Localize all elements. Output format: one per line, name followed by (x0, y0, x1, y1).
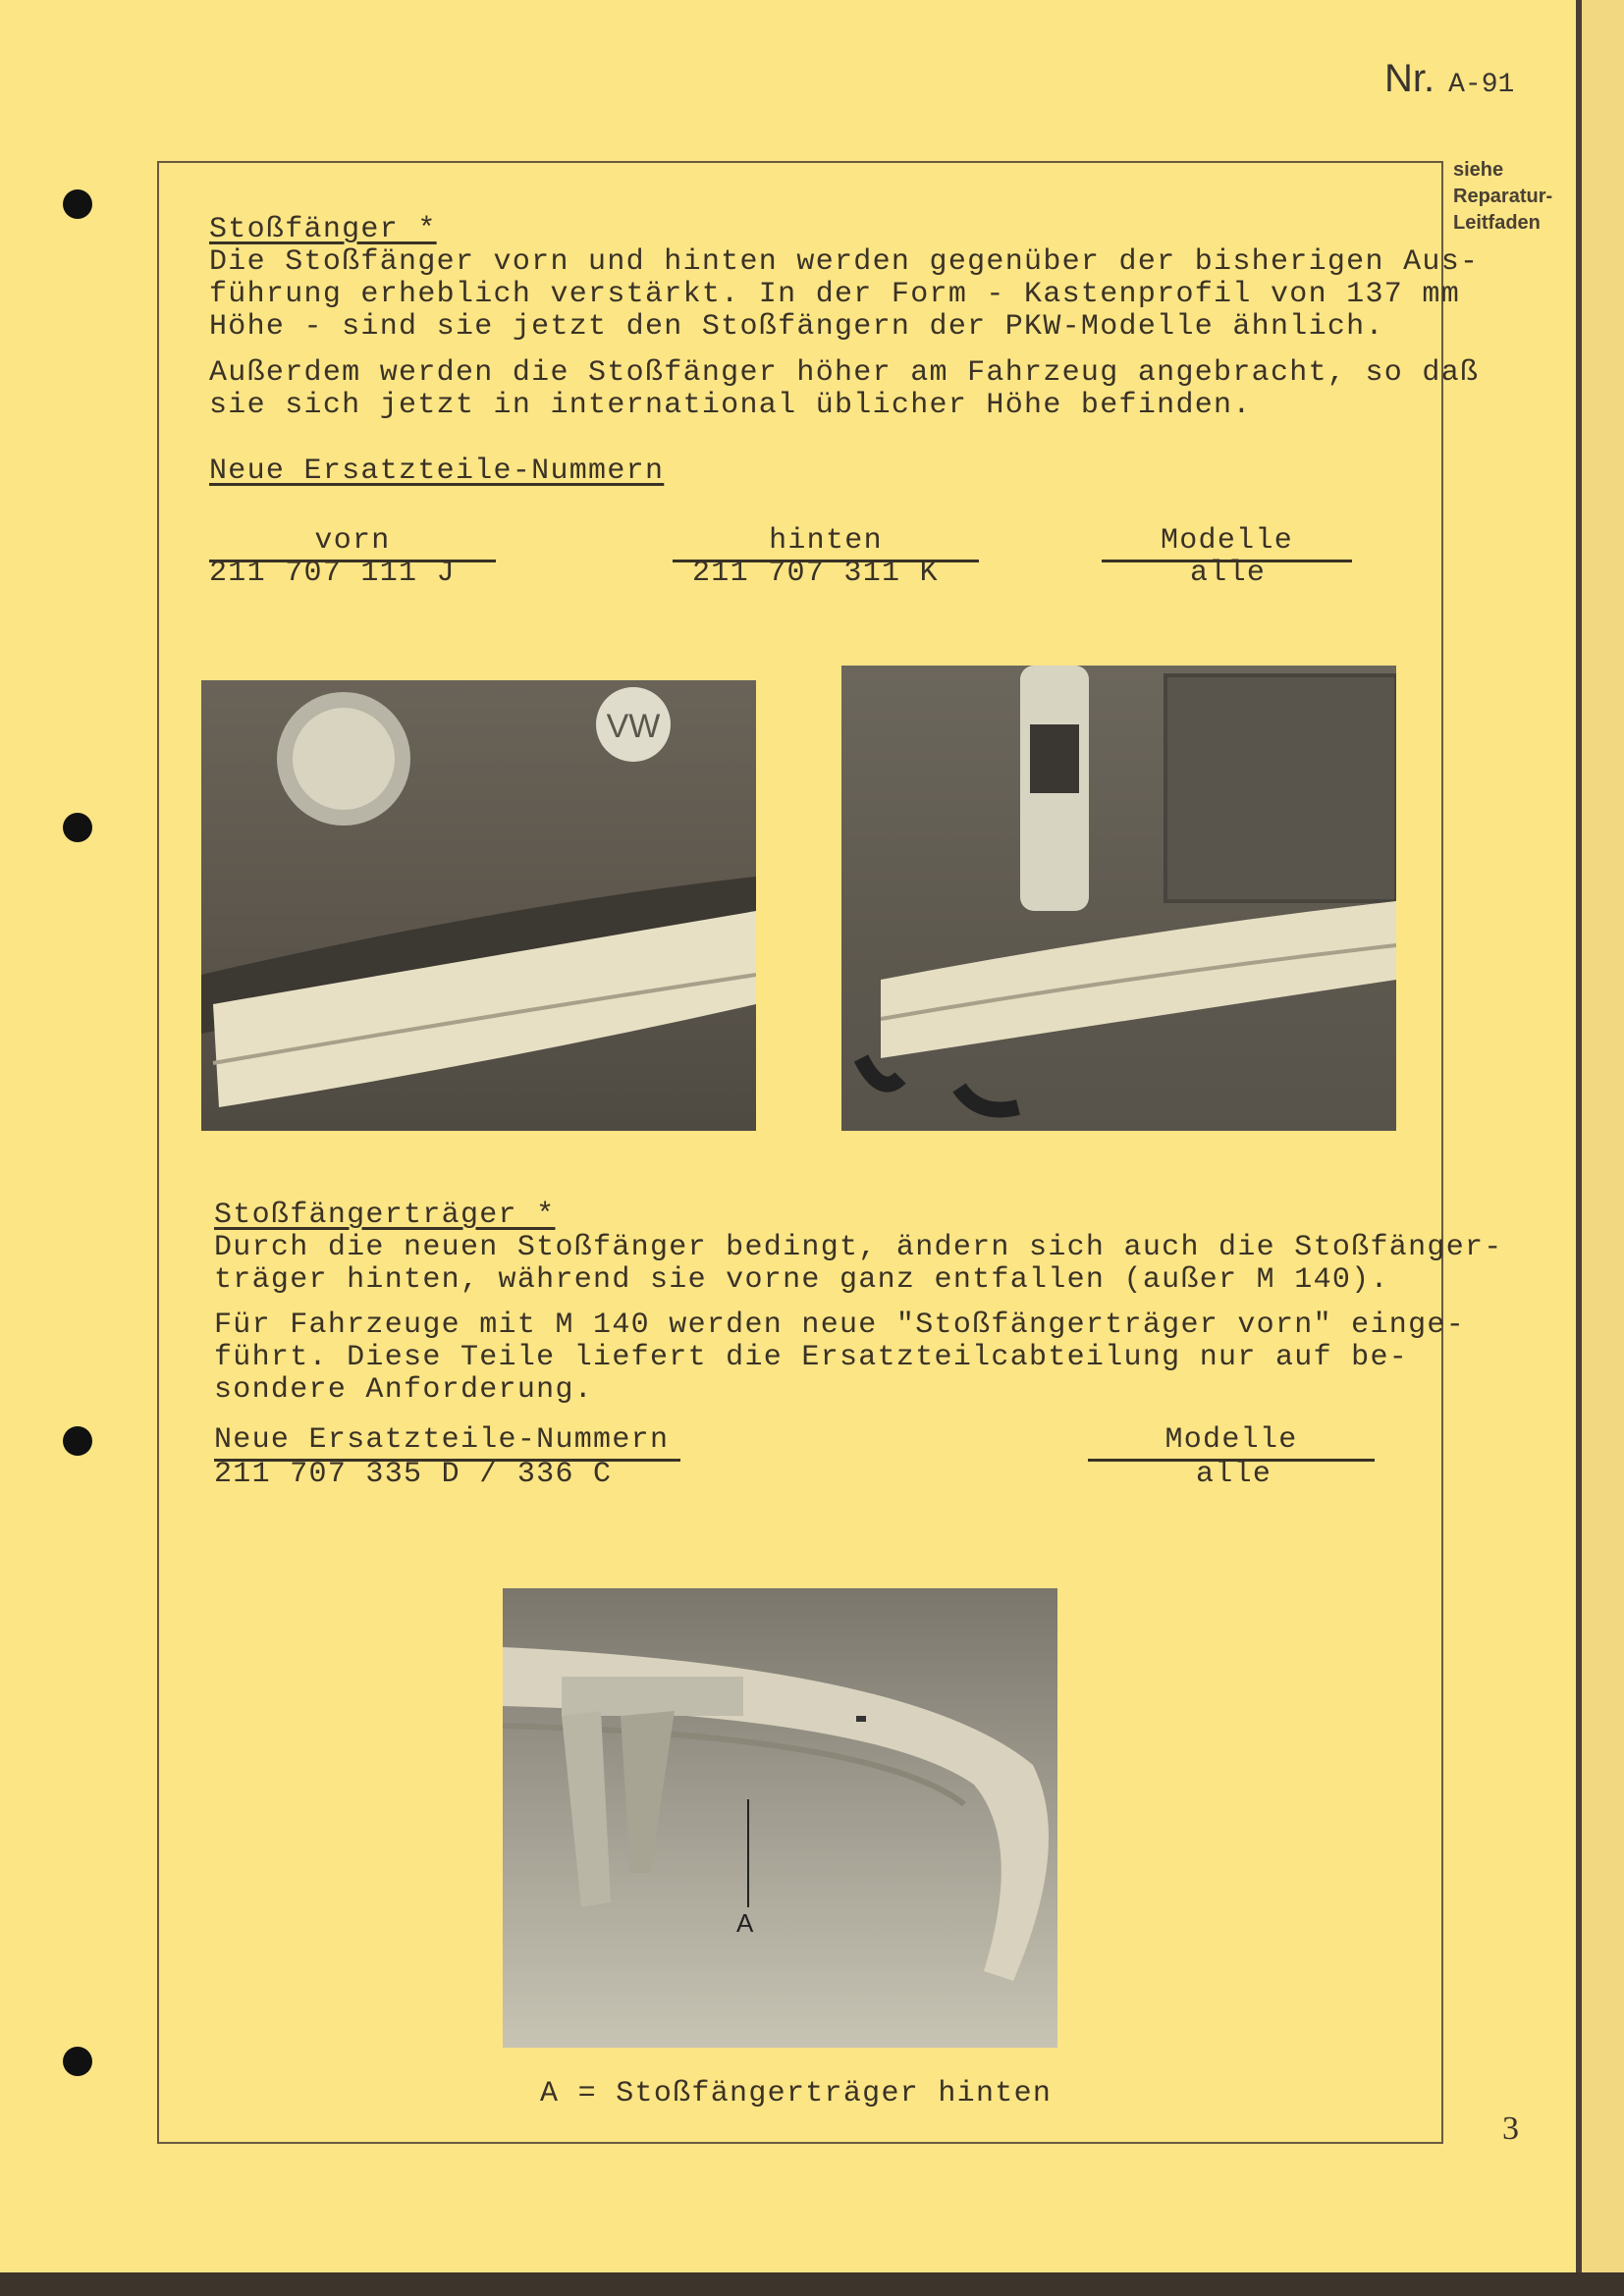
text-line: sie sich jetzt in international üblicher Höhe befinden. (209, 389, 1252, 422)
document-number (1384, 57, 1514, 101)
punch-hole (63, 813, 92, 842)
side-note (1453, 157, 1552, 237)
page-edge (1576, 0, 1624, 2296)
part-number-hinten: 211 707 311 K (692, 557, 939, 590)
parts-heading: Neue Ersatzteile-Nummern (209, 454, 665, 488)
photo-bumper-bracket (503, 1588, 1057, 2048)
punch-hole (63, 2047, 92, 2076)
parts-heading: Neue Ersatzteile-Nummern (214, 1423, 680, 1462)
text-line: führung erheblich verstärkt. In der Form - Kastenprofil von 137 mm (209, 278, 1460, 311)
text-line: sondere Anforderung. (214, 1373, 594, 1407)
figure-label: A (736, 1908, 754, 1938)
photo-front-bumper (201, 680, 756, 1131)
text-line: Außerdem werden die Stoßfänger höher am Fahrzeug angebracht, so daß (209, 356, 1480, 390)
punch-hole (63, 1426, 92, 1456)
figure-caption: A = Stoßfängerträger hinten (540, 2077, 1053, 2110)
text-line: träger hinten, während sie vorne ganz entfallen (außer M 140). (214, 1263, 1389, 1297)
side-note-line: Leitfaden (1453, 212, 1541, 234)
page-edge-bottom (0, 2272, 1624, 2296)
text-line: Durch die neuen Stoßfänger bedingt, ändern sich auch die Stoßfänger- (214, 1231, 1503, 1264)
models-value: alle (1196, 1458, 1272, 1491)
column-header-vorn: vorn (209, 524, 496, 562)
text-line: Für Fahrzeuge mit M 140 werden neue "Stoßfängerträger vorn" einge- (214, 1308, 1465, 1342)
section-title: Stoßfänger * (209, 213, 437, 246)
side-note-line: siehe (1453, 159, 1504, 181)
text-line: führt. Diese Teile liefert die Ersatzteilcabteilung nur auf be- (214, 1341, 1409, 1374)
side-note-line: Reparatur- (1453, 186, 1553, 207)
text-line: Höhe - sind sie jetzt den Stoßfängern der PKW-Modelle ähnlich. (209, 310, 1384, 344)
part-number-traeger: 211 707 335 D / 336 C (214, 1458, 613, 1491)
svg-text:VW: VW (606, 708, 661, 745)
photo-rear-bumper (841, 666, 1396, 1131)
column-header-modelle: Modelle (1088, 1423, 1375, 1462)
punch-hole (63, 189, 92, 219)
models-value: alle (1190, 557, 1267, 590)
column-header-hinten: hinten (673, 524, 979, 562)
part-number-vorn: 211 707 111 J (209, 557, 456, 590)
column-header-modelle: Modelle (1102, 524, 1352, 562)
text-line: Die Stoßfänger vorn und hinten werden gegenüber der bisherigen Aus- (209, 245, 1480, 279)
section-title: Stoßfängerträger * (214, 1199, 556, 1232)
nr-value: A-91 (1448, 70, 1515, 100)
nr-label: Nr. (1384, 57, 1435, 100)
page-number: 3 (1502, 2110, 1519, 2147)
